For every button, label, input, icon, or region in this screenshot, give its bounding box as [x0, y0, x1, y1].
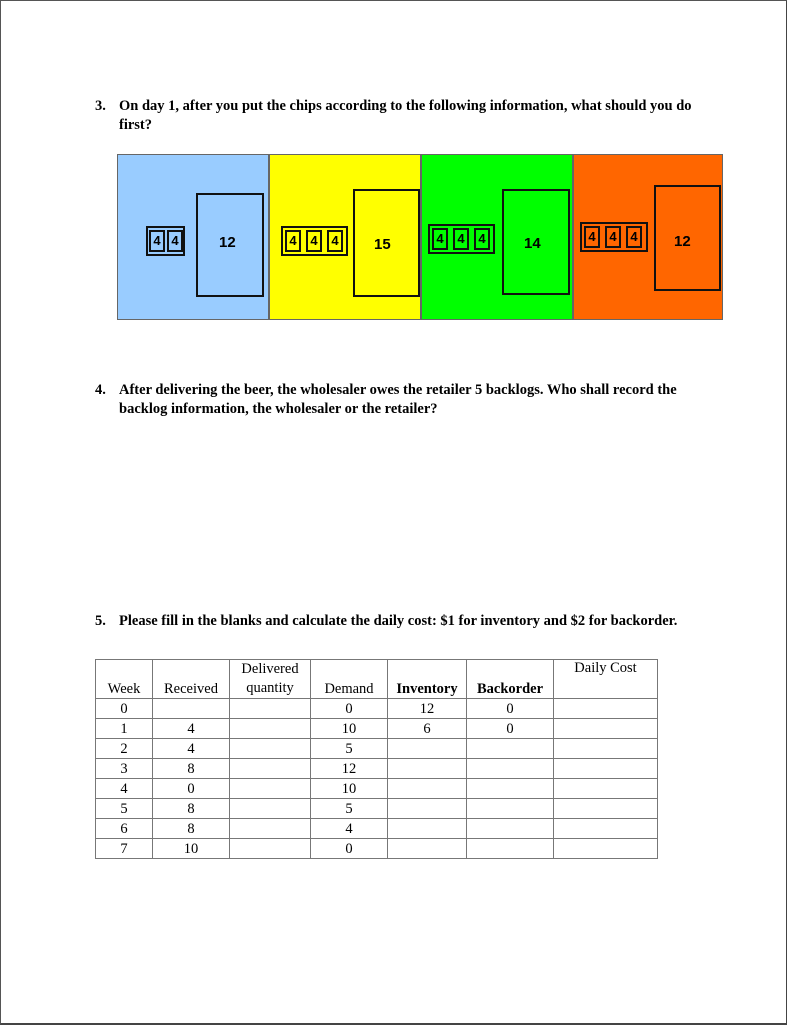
- cell-inventory[interactable]: [388, 839, 467, 859]
- cell-delivered[interactable]: [230, 719, 311, 739]
- question-number: 3.: [95, 98, 106, 114]
- cell-demand: 12: [311, 759, 388, 779]
- chip[interactable]: 4: [167, 230, 183, 252]
- chip[interactable]: 4: [474, 228, 490, 250]
- table-row: [96, 839, 658, 859]
- question-text: On day 1, after you put the chips according to the following information, what should you do first?: [119, 98, 692, 133]
- chip-group: [281, 226, 348, 256]
- cell-cost[interactable]: [554, 699, 658, 719]
- table-row: [96, 719, 658, 739]
- cell-cost[interactable]: [554, 759, 658, 779]
- cell-demand: 0: [311, 699, 388, 719]
- cell-week: 1: [96, 719, 153, 739]
- chip[interactable]: 4: [584, 226, 600, 248]
- cell-cost[interactable]: [554, 719, 658, 739]
- cell-received: 4: [153, 719, 230, 739]
- panel-retailer: [117, 154, 269, 320]
- question-4: [95, 381, 715, 419]
- cell-cost[interactable]: [554, 739, 658, 759]
- chip[interactable]: 4: [432, 228, 448, 250]
- box-value: 12: [219, 234, 236, 251]
- cell-demand: 4: [311, 819, 388, 839]
- chip[interactable]: 4: [285, 230, 301, 252]
- header-received: Received: [153, 660, 230, 699]
- cell-week: 2: [96, 739, 153, 759]
- cell-received: 8: [153, 759, 230, 779]
- cell-backorder[interactable]: [467, 819, 554, 839]
- beer-game-chip-diagram: [117, 154, 723, 322]
- header-inventory: Inventory: [388, 660, 467, 699]
- cell-inventory[interactable]: [388, 799, 467, 819]
- question-text: After delivering the beer, the wholesaler owes the retailer 5 backlogs. Who shall record the backlog information, the wholesaler or the retailer?: [119, 382, 677, 417]
- table-row: [96, 759, 658, 779]
- cell-received: 8: [153, 819, 230, 839]
- cell-delivered[interactable]: [230, 739, 311, 759]
- cell-delivered[interactable]: [230, 759, 311, 779]
- cell-delivered[interactable]: [230, 799, 311, 819]
- chip-group: [580, 222, 648, 252]
- box-value: 12: [674, 233, 691, 250]
- chip-group: [428, 224, 495, 254]
- table-row: [96, 819, 658, 839]
- panel-wholesaler: [269, 154, 421, 320]
- cell-cost[interactable]: [554, 799, 658, 819]
- cell-backorder: 0: [467, 699, 554, 719]
- question-3: [95, 97, 715, 135]
- cell-received: 4: [153, 739, 230, 759]
- chip[interactable]: 4: [306, 230, 322, 252]
- question-text: Please fill in the blanks and calculate the daily cost: $1 for inventory and $2 for backorder.: [119, 613, 678, 629]
- chip[interactable]: 4: [327, 230, 343, 252]
- cell-backorder[interactable]: [467, 739, 554, 759]
- chip[interactable]: 4: [605, 226, 621, 248]
- cell-inventory[interactable]: [388, 759, 467, 779]
- table-body: [96, 699, 658, 859]
- header-daily-cost: Daily Cost: [554, 660, 658, 699]
- cell-week: 5: [96, 799, 153, 819]
- header-backorder: Backorder: [467, 660, 554, 699]
- box-value: 14: [524, 235, 541, 252]
- cell-delivered[interactable]: [230, 699, 311, 719]
- header-demand: Demand: [311, 660, 388, 699]
- cell-inventory[interactable]: [388, 779, 467, 799]
- header-delivered-quantity: Delivered quantity: [230, 660, 311, 699]
- cell-inventory[interactable]: [388, 739, 467, 759]
- cell-inventory: 6: [388, 719, 467, 739]
- table-row: [96, 779, 658, 799]
- cell-received: 0: [153, 779, 230, 799]
- chip[interactable]: 4: [626, 226, 642, 248]
- table-header-row: [96, 660, 658, 699]
- cell-week: 7: [96, 839, 153, 859]
- cell-demand: 10: [311, 779, 388, 799]
- cell-demand: 5: [311, 799, 388, 819]
- header-week: Week: [96, 660, 153, 699]
- panel-factory: [573, 154, 723, 320]
- cell-delivered[interactable]: [230, 839, 311, 859]
- cell-inventory: 12: [388, 699, 467, 719]
- table-row: [96, 699, 658, 719]
- cell-demand: 5: [311, 739, 388, 759]
- cell-demand: 10: [311, 719, 388, 739]
- cell-backorder[interactable]: [467, 779, 554, 799]
- cell-week: 6: [96, 819, 153, 839]
- cell-delivered[interactable]: [230, 819, 311, 839]
- cell-received: [153, 699, 230, 719]
- cell-backorder[interactable]: [467, 799, 554, 819]
- daily-cost-table: [95, 659, 658, 859]
- table-row: [96, 739, 658, 759]
- panel-distributor: [421, 154, 573, 320]
- cell-cost[interactable]: [554, 779, 658, 799]
- cell-week: 4: [96, 779, 153, 799]
- chip[interactable]: 4: [149, 230, 165, 252]
- question-5: [95, 612, 715, 631]
- cell-received: 8: [153, 799, 230, 819]
- chip[interactable]: 4: [453, 228, 469, 250]
- cell-backorder: 0: [467, 719, 554, 739]
- cell-demand: 0: [311, 839, 388, 859]
- question-number: 5.: [95, 613, 106, 629]
- cell-cost[interactable]: [554, 819, 658, 839]
- table-row: [96, 799, 658, 819]
- cell-cost[interactable]: [554, 839, 658, 859]
- cell-delivered[interactable]: [230, 779, 311, 799]
- cell-received: 10: [153, 839, 230, 859]
- box-value: 15: [374, 236, 391, 253]
- cell-backorder[interactable]: [467, 839, 554, 859]
- cell-week: 3: [96, 759, 153, 779]
- cell-backorder[interactable]: [467, 759, 554, 779]
- chip-group: [146, 226, 185, 256]
- question-number: 4.: [95, 382, 106, 398]
- cell-inventory[interactable]: [388, 819, 467, 839]
- cell-week: 0: [96, 699, 153, 719]
